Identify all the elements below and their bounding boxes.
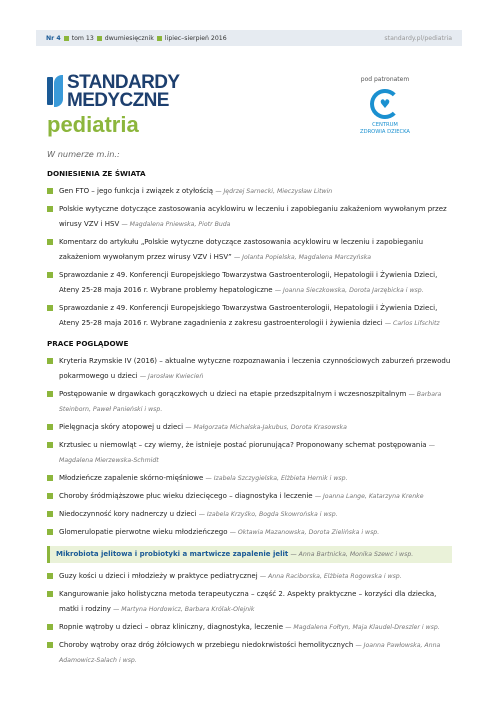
bullet-square-icon (157, 36, 162, 41)
article-title: Krztusiec u niemowląt – czy wiemy, że istnieje postać piorunująca? Proponowany schemat postępowania (59, 441, 427, 449)
article-authors: — Małgorzata Michalska-Jakubus, Dorota Krasowska (185, 424, 347, 431)
bullet-square-icon (47, 239, 53, 245)
bullet-square-icon (47, 591, 53, 597)
section-items (47, 354, 452, 540)
section-heading: DONIESIENIA ZE ŚWIATA (47, 169, 146, 178)
bullet-square-icon (64, 36, 69, 41)
highlighted-article[interactable] (47, 546, 452, 563)
article-item[interactable] (47, 301, 452, 331)
bullet-square-icon (47, 475, 53, 481)
frequency: dwumiesięcznik (104, 34, 154, 42)
article-title: Choroby wątroby oraz dróg żółciowych w przebiegu niedokrwistości hemolitycznych (59, 641, 354, 649)
bullet-square-icon (47, 529, 53, 535)
article-title: Komentarz do artykułu „Polskie wytyczne dotyczące zastosowania acyklowiru w leczeniu i zapobieganiu zakażeniom wywołanym przez wirusy VZV i HSV” (59, 238, 424, 261)
volume: tom 13 (71, 34, 94, 42)
bullet-square-icon (47, 206, 53, 212)
bullet-square-icon (47, 642, 53, 648)
article-authors: — Magdalena Pniewska, Piotr Buda (121, 221, 231, 228)
article-item[interactable] (47, 202, 452, 232)
article-authors: — Jędrzej Sarnecki, Mieczysław Litwin (215, 188, 333, 195)
article-authors: — Joanna Pawłowska, Anna Adamowicz-Salach i wsp. (59, 642, 441, 664)
patron-name (350, 122, 420, 135)
bullet-square-icon (47, 391, 53, 397)
article-authors: — Jolanta Popielska, Magdalena Marczyńska (233, 254, 372, 261)
bullet-square-icon (97, 36, 102, 41)
article-title: Sprawozdanie z 49. Konferencji Europejskiego Towarzystwa Gastroenterologii, Hepatologii i Żywienia Dzieci, Ateny 25-28 maja 2016 r. Wybrane zagadnienia z zakresu gastroenterologii i żywienia dzieci (59, 304, 438, 327)
logo-mark-icon (47, 75, 63, 107)
article-item[interactable] (47, 235, 452, 265)
article-authors: — Martyna Hordowicz, Barbara Królak-Olejnik (113, 606, 255, 613)
heart-logo-icon: ♥ (370, 89, 400, 119)
article-item[interactable] (47, 387, 452, 417)
article-title: Choroby śródmiąższowe płuc wieku dziecięcego – diagnostyka i leczenie (59, 492, 313, 500)
article-title: Pielęgnacja skóry atopowej u dzieci (59, 423, 184, 431)
article-title: Guzy kości u dzieci i młodzieży w praktyce pediatrycznej (59, 572, 258, 580)
bullet-square-icon (47, 305, 53, 311)
article-authors: — Joanna Lange, Katarzyna Krenke (314, 493, 424, 500)
article-title: Niedoczynność kory nadnerczy u dzieci (59, 510, 197, 518)
article-title: Sprawozdanie z 49. Konferencji Europejskiego Towarzystwa Gastroenterologii, Hepatologii i Żywienia Dzieci, Ateny 25-28 maja 2016 r. Wybrane problemy hepatologiczne (59, 271, 438, 294)
article-title: Postępowanie w drgawkach gorączkowych u dzieci na etapie przedszpitalnym i wczesnoszpitalnym (59, 390, 407, 398)
intro-text: W numerze m.in.: (47, 149, 120, 159)
article-item[interactable] (47, 620, 452, 635)
logo-line-2: MEDYCZNE (67, 89, 169, 111)
bullet-square-icon (47, 511, 53, 517)
bullet-square-icon (47, 493, 53, 499)
article-item[interactable] (47, 569, 452, 584)
article-authors: — Joanna Sieczkowska, Dorota Jarzębicka i wsp. (274, 287, 424, 294)
issue-info-bar (36, 30, 462, 46)
article-title: Gen FTO – jego funkcja i związek z otyłością (59, 187, 214, 195)
article-title: Kryteria Rzymskie IV (2016) – aktualne wytyczne rozpoznawania i leczenia czynnościowych zaburzeń przewodu pokarmowego u dzieci (59, 357, 451, 380)
bullet-square-icon (47, 358, 53, 364)
article-item[interactable] (47, 638, 452, 668)
journal-section-title: pediatria (47, 112, 139, 137)
article-authors: — Carlos Lifschitz (384, 320, 440, 327)
article-item[interactable] (47, 268, 452, 298)
bullet-square-icon (47, 624, 53, 630)
patronage-block (350, 76, 420, 135)
article-title: Mikrobiota jelitowa i probiotyki a martwicze zapalenie jelit (56, 550, 289, 558)
bullet-square-icon (47, 424, 53, 430)
article-item[interactable] (47, 420, 452, 435)
article-title: Glomerulopatie pierwotne wieku młodzieńczego (59, 528, 228, 536)
article-authors: — Anna Bartnicka, Monika Szewc i wsp. (290, 551, 414, 558)
article-item[interactable] (47, 507, 452, 522)
article-title: Młodzieńcze zapalenie skórno-mięśniowe (59, 474, 204, 482)
article-authors: — Anna Raciborska, Elżbieta Rogowska i wsp. (259, 573, 402, 580)
logo-line-1: STANDARDY (67, 71, 180, 93)
patronage-label: pod patronatem (360, 76, 410, 83)
table-of-contents (47, 165, 452, 668)
article-authors: — Magdalena Mierzewska-Schmidt (59, 442, 435, 464)
section-items (47, 569, 452, 668)
website-link[interactable]: standardy.pl/pediatria (384, 34, 452, 42)
section-heading: PRACE POGLĄDOWE (47, 339, 129, 348)
article-item[interactable] (47, 471, 452, 486)
article-item[interactable] (47, 354, 452, 384)
article-authors: — Jarosław Kwiecień (139, 373, 204, 380)
article-authors: — Barbara Steinborn, Paweł Panieński i wsp. (59, 391, 442, 413)
article-title: Kangurowanie jako holistyczna metoda terapeutyczna – część 2. Aspekty praktyczne – korzyści dla dziecka, matki i rodziny (59, 590, 437, 613)
issue-date: lipiec–sierpień 2016 (164, 34, 227, 42)
bullet-square-icon (47, 188, 53, 194)
patron-name-line-1: CENTRUM (372, 122, 398, 128)
section-items (47, 184, 452, 331)
article-title: Polskie wytyczne dotyczące zastosowania acyklowiru w leczeniu i zapobieganiu zakażeniom wywołanym przez wirusy VZV i HSV (59, 205, 447, 228)
article-item[interactable] (47, 587, 452, 617)
article-item[interactable] (47, 525, 452, 540)
article-item[interactable] (47, 184, 452, 199)
bullet-square-icon (47, 272, 53, 278)
article-authors: — Izabela Krzyśko, Bogda Skowrońska i wsp. (198, 511, 338, 518)
article-authors: — Magdalena Fołtyn, Maja Klaudel-Dreszler i wsp. (285, 624, 440, 631)
article-authors: — Izabela Szczygielska, Elżbieta Hernik i wsp. (205, 475, 348, 482)
article-item[interactable] (47, 489, 452, 504)
bullet-square-icon (47, 573, 53, 579)
patron-name-line-2: ZDROWIA DZIECKA (360, 128, 410, 135)
issue-number: Nr 4 (46, 34, 61, 42)
article-authors: — Oktawia Mazanowska, Dorota Zielińska i wsp. (229, 529, 380, 536)
article-title: Ropnie wątroby u dzieci – obraz kliniczny, diagnostyka, leczenie (59, 623, 284, 631)
article-item[interactable] (47, 438, 452, 468)
bullet-square-icon (47, 442, 53, 448)
standardy-medyczne-logo (47, 73, 179, 109)
